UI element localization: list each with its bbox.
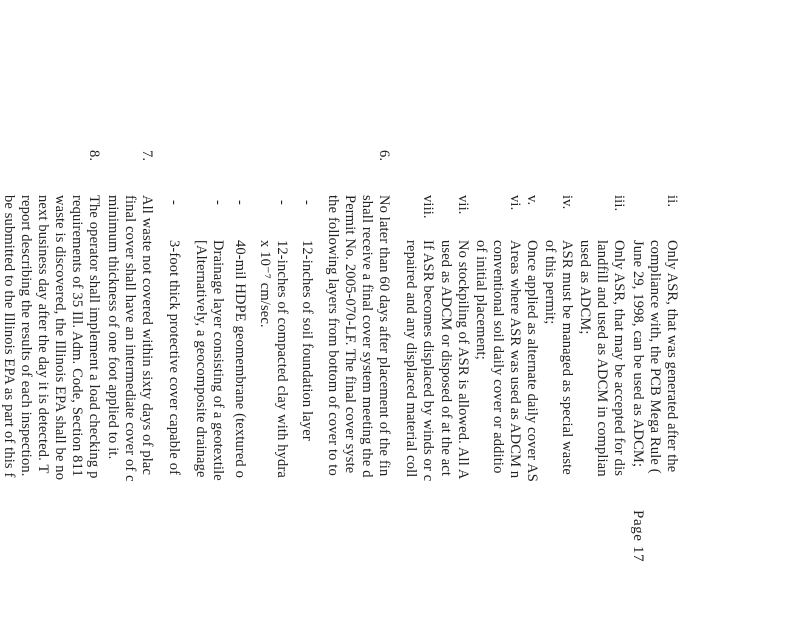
item-iv-marker: iv. [559,195,575,210]
condition-7-line-2: final cover shall have an intermediate cover of c [122,195,138,482]
item-iii-line-2: landfill and used as ADCM in complian [594,240,610,477]
condition-8-number: 8. [86,150,102,162]
item-iii-line-3: used as ADCM; [577,240,593,335]
item-v-line-1: Once applied as alternate daily cover AS [524,240,540,482]
layer-3-bullet: - [232,200,248,205]
condition-7-number: 7. [139,150,155,162]
item-v-marker: v. [524,195,540,206]
condition-6-intro-line-3: Permit No. 2005-070-LF. The final cover syste [342,195,358,474]
item-viii-line-2: repaired and any displaced material coll [403,240,419,478]
layer-2-line-2: x 10⁻⁷ cm/sec. [257,240,273,328]
item-ii-line-1: Only ASR, that was generated after the [664,240,680,473]
condition-8-line-5: report describing the results of each inspection. [18,195,34,477]
item-iii-line-1: Only ASR, that may be accepted for dis [611,240,627,477]
layer-5-bullet: - [166,200,182,205]
condition-6-intro-line-1: No later than 60 days after placement of the fin [376,195,392,477]
layer-2-bullet: - [274,200,290,205]
condition-6-number: 6. [376,150,392,162]
condition-8-line-2: requirements of 35 Ill. Adm. Code, Section 811 [69,195,85,477]
item-vi-line-1: Areas where ASR was used as ADCM n [507,240,523,479]
page-number: Page 17 [630,510,646,563]
condition-8-line-1: The operator shall implement a load checking p [86,195,102,479]
condition-8-line-6: be submitted to the Illinois EPA as part of this f [1,195,17,478]
item-vii-line-1: No stockpiling of ASR is allowed. All A [455,240,471,480]
layer-4-line-2: [Alternatively, a geocomposite drainage [193,240,209,478]
condition-7-line-1: All waste not covered within sixty days of plac [139,195,155,476]
item-vi-line-3: of initial placement; [473,240,489,360]
item-ii-line-3: June 29, 1998, can be used as ADCM; [630,240,646,468]
item-iv-line-2: of this permit; [542,240,558,325]
item-iv-line-1: ASR must be managed as special waste [559,240,575,475]
item-ii-marker: ii. [664,195,680,208]
layer-1-line-1: 12-inches of soil foundation layer [299,240,315,441]
item-vii-marker: vii. [455,195,471,215]
condition-8-line-4: next business day after the day it is detected. T [35,195,51,474]
layer-4-bullet: - [210,200,226,205]
layer-3-line-1: 40-mil HDPE geomembrane (textured o [232,240,248,478]
item-vi-line-2: conventional soil daily cover or additio [490,240,506,474]
layer-5-line-1: 3-foot thick protective cover capable of [166,240,182,476]
item-viii-line-1: If ASR becomes displaced by winds or c [420,240,436,482]
layer-1-bullet: - [299,200,315,205]
item-iii-marker: iii. [611,195,627,212]
condition-6-intro-line-4: the following layers from bottom of cover to to [325,195,341,476]
condition-7-line-3: minimum thickness of one foot applied to it. [105,195,121,460]
layer-2-line-1: 12-inches of compacted clay with hydra [274,240,290,479]
condition-6-intro-line-2: shall receive a final cover system meeting the d [359,195,375,478]
item-vi-marker: vi. [507,195,523,211]
layer-4-line-1: Drainage layer consisting of a geotextile [210,240,226,481]
condition-8-line-3: waste is discovered, the Illinois EPA shall be no [52,195,68,481]
item-vii-line-2: used as ADCM or disposed of at the act [438,240,454,477]
item-viii-marker: viii. [420,195,436,219]
item-ii-line-2: compliance with, the PCB Mega Rule ( [647,240,663,474]
